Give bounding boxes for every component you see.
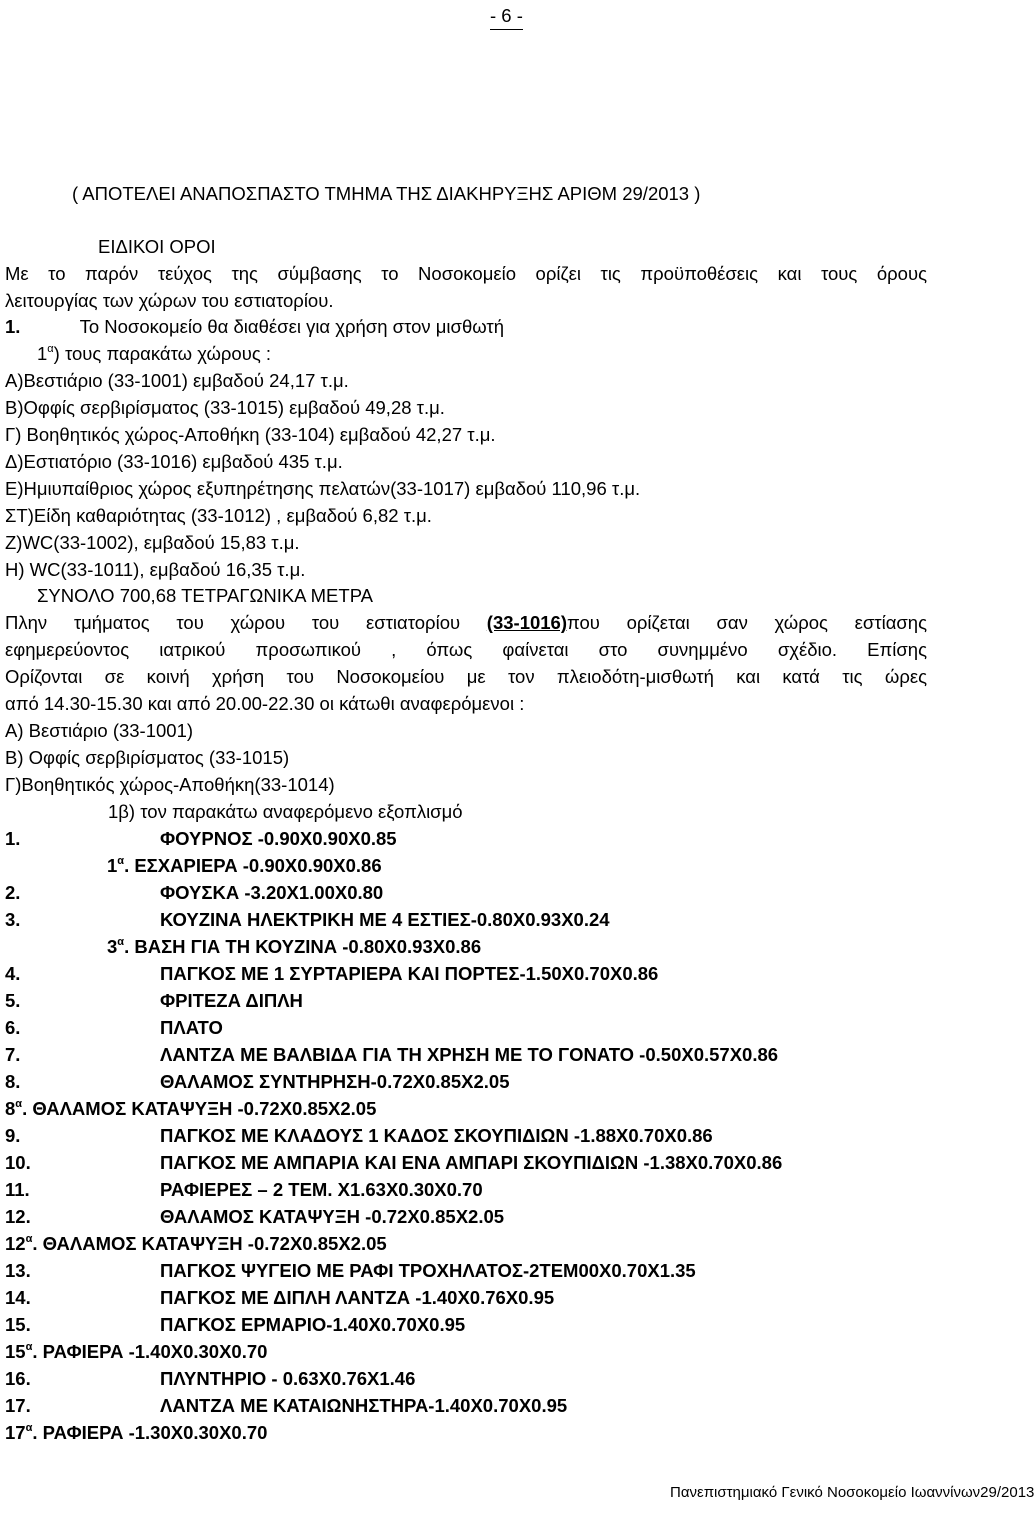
equipment-number: 8.: [5, 1071, 21, 1092]
equipment-item: [5, 1071, 509, 1093]
equipment-item: [5, 1422, 267, 1444]
equipment-number: 12: [5, 1233, 26, 1254]
equipment-item: [5, 1206, 504, 1228]
paragraph-text: Πλην τμήματος του χώρου του εστιατορίου: [5, 612, 487, 633]
equipment-item: [5, 1044, 778, 1066]
equipment-number: 2.: [5, 882, 21, 903]
page-number: - 6 -: [490, 5, 523, 30]
equipment-number: 9.: [5, 1125, 21, 1146]
equipment-number: 15.: [5, 1314, 31, 1335]
equipment-intro: 1β) τον παρακάτω αναφερόμενο εξοπλισμό: [108, 801, 463, 822]
space-item: Δ)Εστιατόριο (33-1016) εμβαδού 435 τ.μ.: [5, 451, 343, 472]
equipment-item: [5, 1098, 376, 1120]
equipment-text: ΠΑΓΚΟΣ ΜΕ ΔΙΠΛΗ ΛΑΝΤΖΑ -1.40Χ0.76Χ0.95: [160, 1287, 555, 1308]
document-heading: ( ΑΠΟΤΕΛΕΙ ΑΝΑΠΟΣΠΑΣΤΟ ΤΜΗΜΑ ΤΗΣ ΔΙΑΚΗΡΥΞΗΣ ΑΡΙΘΜ 29/2013 ): [72, 183, 701, 204]
equipment-number: 15: [5, 1341, 26, 1362]
space-item: Ζ)WC(33-1002), εμβαδού 15,83 τ.μ.: [5, 532, 300, 553]
equipment-text: ΠΛΥΝΤΗΡΙΟ - 0.63Χ0.76Χ1.46: [160, 1368, 416, 1389]
space-item: Η) WC(33-1011), εμβαδού 16,35 τ.μ.: [5, 559, 306, 580]
special-terms-title: ΕΙΔΙΚΟΙ ΟΡΟΙ: [98, 236, 216, 257]
equipment-text: ΦΟΥΣΚΑ -3.20Χ1.00Χ0.80: [160, 882, 384, 903]
equipment-item: [5, 1368, 415, 1390]
paragraph-line-2: εφημερεύοντος ιατρικού προσωπικού , όπως φαίνεται στο συνημμένο σχέδιο. Επίσης: [5, 639, 927, 660]
equipment-text: . ΘΑΛΑΜΟΣ ΚΑΤΑΨΥΞΗ -0.72Χ0.85Χ2.05: [32, 1233, 387, 1254]
space-item: Β)Οφφίς σερβιρίσματος (33-1015) εμβαδού 49,28 τ.μ.: [5, 397, 445, 418]
equipment-superscript: α: [117, 936, 125, 948]
point-1a-prefix: 1: [37, 343, 48, 364]
equipment-number: 6.: [5, 1017, 21, 1038]
point-1-text: Το Νοσοκομείο θα διαθέσει για χρήση στον μισθωτή: [79, 316, 505, 337]
equipment-text: ΠΑΓΚΟΣ ΜΕ 1 ΣΥΡΤΑΡΙΕΡΑ ΚΑΙ ΠΟΡΤΕΣ-1.50Χ0.70Χ0.86: [160, 963, 659, 984]
page-footer: Πανεπιστημιακό Γενικό Νοσοκομείο Ιωαννίνων29/2013: [670, 1484, 1034, 1501]
equipment-number: 3.: [5, 909, 21, 930]
equipment-text: ΚΟΥΖΙΝΑ ΗΛΕΚΤΡΙΚΗ ΜΕ 4 ΕΣΤΙΕΣ-0.80Χ0.93Χ0.24: [160, 909, 610, 930]
equipment-item: [5, 828, 397, 850]
shared-space-item: Α) Βεστιάριο (33-1001): [5, 720, 194, 741]
equipment-number: 1.: [5, 828, 21, 849]
equipment-number: 10.: [5, 1152, 31, 1173]
equipment-text: . ΒΑΣΗ ΓΙΑ ΤΗ ΚΟΥΖΙΝΑ -0.80Χ0.93Χ0.86: [124, 936, 482, 957]
equipment-item: [5, 1341, 267, 1363]
equipment-item: [5, 1233, 387, 1255]
intro-paragraph-line-2: λειτουργίας των χώρων του εστιατορίου.: [5, 290, 334, 311]
equipment-number: 1: [107, 855, 118, 876]
equipment-item: [5, 1152, 782, 1174]
equipment-text: ΛΑΝΤΖΑ ΜΕ ΚΑΤΑΙΩΝΗΣΤΗΡΑ-1.40Χ0.70Χ0.95: [160, 1395, 568, 1416]
point-1a: [37, 343, 271, 365]
equipment-superscript: α: [25, 1233, 33, 1245]
equipment-item: [5, 909, 610, 931]
equipment-text: ΠΑΓΚΟΣ ΕΡΜΑΡΙΟ-1.40Χ0.70Χ0.95: [160, 1314, 466, 1335]
equipment-text: ΦΟΥΡΝΟΣ -0.90Χ0.90Χ0.85: [160, 828, 397, 849]
equipment-number: 16.: [5, 1368, 31, 1389]
equipment-superscript: α: [25, 1422, 33, 1434]
equipment-superscript: α: [15, 1098, 23, 1110]
equipment-item: [107, 936, 481, 958]
equipment-number: 3: [107, 936, 118, 957]
paragraph-line-1: [5, 612, 927, 634]
paragraph-line-4: από 14.30-15.30 και από 20.00-22.30 οι κάτωθι αναφερόμενοι :: [5, 693, 525, 714]
equipment-superscript: α: [25, 1341, 33, 1353]
equipment-superscript: α: [117, 855, 125, 867]
equipment-text: ΘΑΛΑΜΟΣ ΚΑΤΑΨΥΞΗ -0.72Χ0.85Χ2.05: [160, 1206, 505, 1227]
equipment-item: [5, 1125, 713, 1147]
shared-space-item: Γ)Βοηθητικός χώρος-Αποθήκη(33-1014): [5, 774, 335, 795]
point-1a-superscript: α: [47, 343, 54, 355]
equipment-number: 5.: [5, 990, 21, 1011]
equipment-item: [5, 1017, 223, 1039]
paragraph-text: που ορίζεται σαν χώρος εστίασης: [567, 612, 928, 633]
equipment-number: 4.: [5, 963, 21, 984]
equipment-number: 14.: [5, 1287, 31, 1308]
equipment-text: ΦΡΙΤΕΖΑ ΔΙΠΛΗ: [160, 990, 303, 1011]
equipment-item: [5, 1314, 465, 1336]
equipment-number: 8: [5, 1098, 16, 1119]
restaurant-code: (33-1016): [486, 612, 568, 633]
equipment-number: 12.: [5, 1206, 31, 1227]
space-item: Ε)Ημιυπαίθριος χώρος εξυπηρέτησης πελατών(33-1017) εμβαδού 110,96 τ.μ.: [5, 478, 641, 499]
equipment-item: [5, 1395, 567, 1417]
equipment-text: . ΘΑΛΑΜΟΣ ΚΑΤΑΨΥΞΗ -0.72Χ0.85Χ2.05: [22, 1098, 377, 1119]
equipment-item: [107, 855, 382, 877]
equipment-item: [5, 1260, 696, 1282]
equipment-text: ΠΑΓΚΟΣ ΜΕ ΚΛΑΔΟΥΣ 1 ΚΑΔΟΣ ΣΚΟΥΠΙΔΙΩΝ -1.88Χ0.70Χ0.86: [160, 1125, 713, 1146]
equipment-text: ΠΛΑΤΟ: [160, 1017, 223, 1038]
space-item: Γ) Βοηθητικός χώρος-Αποθήκη (33-104) εμβαδού 42,27 τ.μ.: [5, 424, 496, 445]
equipment-text: ΡΑΦΙΕΡΕΣ – 2 ΤΕΜ. Χ1.63Χ0.30Χ0.70: [160, 1179, 483, 1200]
point-1-number: 1.: [5, 316, 21, 337]
equipment-item: [5, 1179, 483, 1201]
equipment-text: . ΡΑΦΙΕΡΑ -1.40Χ0.30Χ0.70: [32, 1341, 268, 1362]
equipment-item: [5, 1287, 554, 1309]
paragraph-line-3: Ορίζονται σε κοινή χρήση του Νοσοκομείου με τον πλειοδότη-μισθωτή και κατά τις ώρες: [5, 666, 927, 687]
equipment-text: ΠΑΓΚΟΣ ΜΕ ΑΜΠΑΡΙΑ ΚΑΙ ΕΝΑ ΑΜΠΑΡΙ ΣΚΟΥΠΙΔΙΩΝ -1.38Χ0.70Χ0.86: [160, 1152, 783, 1173]
equipment-number: 17: [5, 1422, 26, 1443]
point-1a-text: ) τους παρακάτω χώρους :: [53, 343, 272, 364]
equipment-number: 17.: [5, 1395, 31, 1416]
equipment-text: . ΕΣΧΑΡΙΕΡΑ -0.90Χ0.90Χ0.86: [124, 855, 382, 876]
equipment-item: [5, 882, 383, 904]
space-item: ΣΤ)Είδη καθαριότητας (33-1012) , εμβαδού 6,82 τ.μ.: [5, 505, 432, 526]
point-1: [5, 316, 504, 338]
equipment-number: 7.: [5, 1044, 21, 1065]
equipment-text: ΠΑΓΚΟΣ ΨΥΓΕΙΟ ΜΕ ΡΑΦΙ ΤΡΟΧΗΛΑΤΟΣ-2ΤΕΜ00Χ0.70Χ1.35: [160, 1260, 696, 1281]
intro-paragraph-line-1: Με το παρόν τεύχος της σύμβασης το Νοσοκομείο ορίζει τις προϋποθέσεις και τους όρους: [5, 263, 927, 284]
equipment-text: ΘΑΛΑΜΟΣ ΣΥΝΤΗΡΗΣΗ-0.72Χ0.85Χ2.05: [160, 1071, 510, 1092]
equipment-number: 11.: [5, 1179, 30, 1200]
equipment-item: [5, 990, 303, 1012]
equipment-text: . ΡΑΦΙΕΡΑ -1.30Χ0.30Χ0.70: [32, 1422, 268, 1443]
total-area: ΣΥΝΟΛΟ 700,68 ΤΕΤΡΑΓΩΝΙΚΑ ΜΕΤΡΑ: [37, 585, 373, 606]
shared-space-item: Β) Οφφίς σερβιρίσματος (33-1015): [5, 747, 290, 768]
equipment-item: [5, 963, 658, 985]
equipment-text: ΛΑΝΤΖΑ ΜΕ ΒΑΛΒΙΔΑ ΓΙΑ ΤΗ ΧΡΗΣΗ ΜΕ ΤΟ ΓΟΝΑΤΟ -0.50Χ0.57Χ0.86: [160, 1044, 779, 1065]
equipment-number: 13.: [5, 1260, 31, 1281]
space-item: Α)Βεστιάριο (33-1001) εμβαδού 24,17 τ.μ.: [5, 370, 349, 391]
